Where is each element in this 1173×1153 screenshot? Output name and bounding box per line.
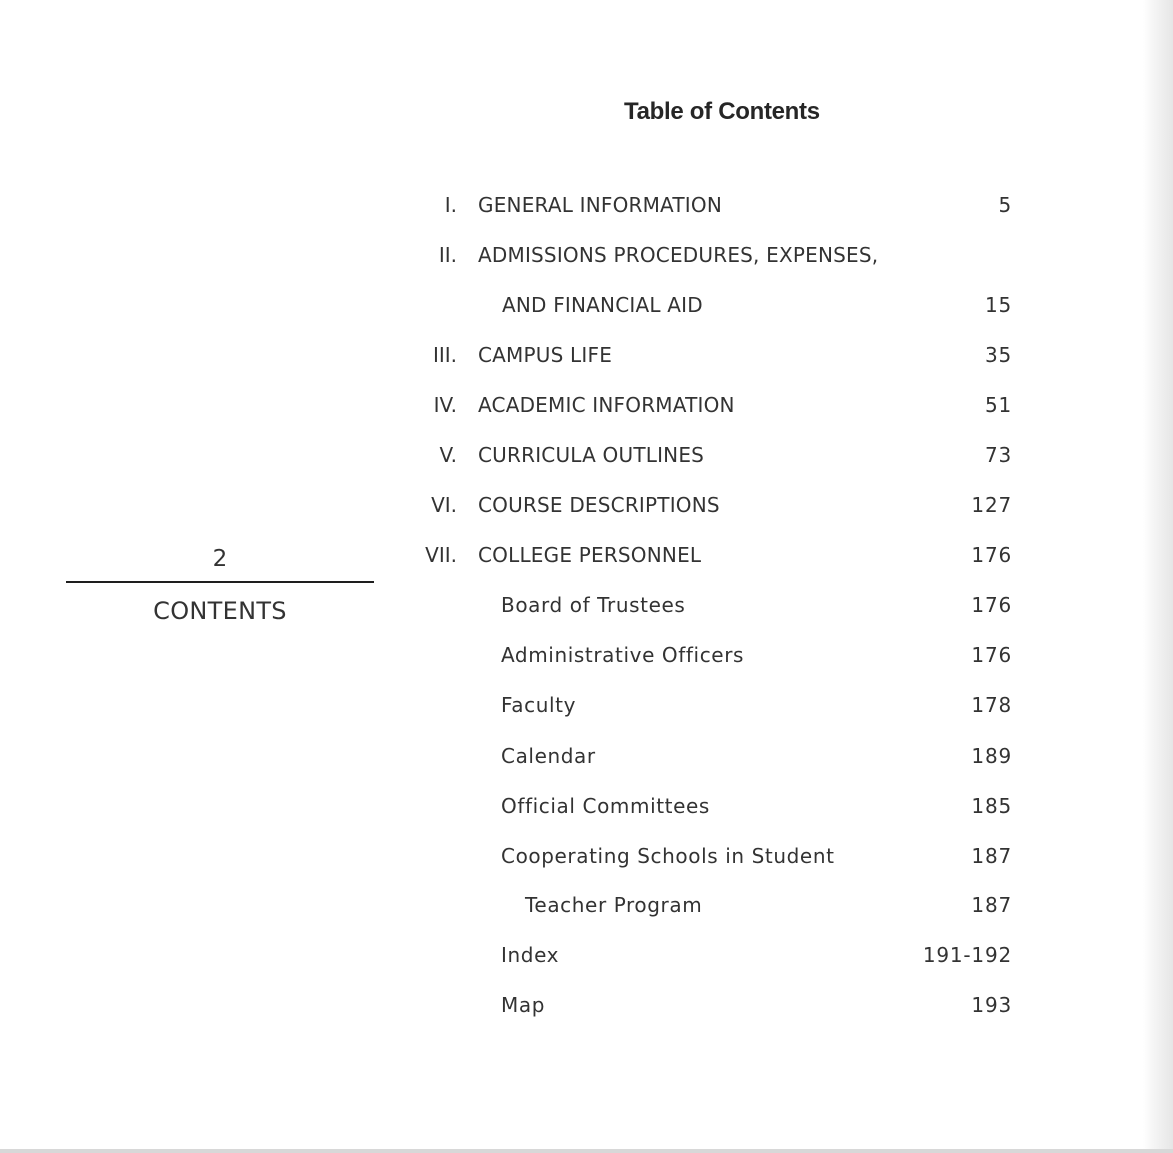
- toc-entry-title: CURRICULA OUTLINES: [478, 443, 705, 467]
- toc-entry-title: Cooperating Schools in Student: [501, 844, 835, 868]
- toc-page-number: 15: [984, 293, 1012, 317]
- toc-entry-title: Teacher Program: [525, 893, 703, 917]
- toc-entry-title: Administrative Officers: [501, 643, 745, 667]
- toc-page-number: 191-192: [922, 943, 1012, 967]
- toc-numeral: I.: [444, 193, 457, 217]
- toc-entry-title: Index: [501, 943, 560, 967]
- toc-entry-title: COLLEGE PERSONNEL: [478, 543, 702, 567]
- toc-page-number: 176: [971, 543, 1012, 567]
- toc-entry-title: GENERAL INFORMATION: [478, 193, 723, 217]
- toc-entry-cooperating-schools[interactable]: [400, 839, 1012, 873]
- toc-entry-title: Board of Trustees: [501, 593, 686, 617]
- toc-entry-academic-information[interactable]: [400, 388, 1012, 422]
- divider-rule: [66, 581, 374, 583]
- toc-entry-curricula-outlines[interactable]: [400, 438, 1012, 472]
- toc-entry-board-of-trustees[interactable]: [400, 588, 1012, 622]
- toc-page-number: 35: [984, 343, 1012, 367]
- toc-entry-title: ADMISSIONS PROCEDURES, EXPENSES,: [478, 243, 879, 267]
- toc-page-number: 176: [971, 593, 1012, 617]
- toc-entry-faculty[interactable]: [400, 688, 1012, 722]
- toc-page-number: 127: [971, 493, 1012, 517]
- toc-numeral: V.: [439, 443, 457, 467]
- toc-page-number: 5: [998, 193, 1012, 217]
- toc-page-number: 187: [971, 844, 1012, 868]
- toc-page-number: 176: [971, 643, 1012, 667]
- toc-numeral: II.: [438, 243, 457, 267]
- toc-entry-official-committees[interactable]: [400, 789, 1012, 823]
- toc-entry-general-information[interactable]: [400, 188, 1012, 222]
- toc-entry-admissions-continued[interactable]: [400, 288, 1012, 322]
- toc-entry-title: ACADEMIC INFORMATION: [478, 393, 735, 417]
- toc-entry-title: AND FINANCIAL AID: [502, 293, 703, 317]
- bottom-edge: [0, 1149, 1173, 1153]
- toc-entry-map[interactable]: [400, 988, 1012, 1022]
- toc-entry-title: Faculty: [501, 693, 577, 717]
- page-title: Table of Contents: [624, 98, 820, 125]
- toc-entry-college-personnel[interactable]: [400, 538, 1012, 572]
- toc-entry-index[interactable]: [400, 938, 1012, 972]
- toc-page-number: 73: [984, 443, 1012, 467]
- toc-entry-teacher-program[interactable]: [400, 888, 1012, 922]
- page-number: 2: [212, 546, 228, 572]
- toc-page-number: 185: [971, 794, 1012, 818]
- toc-page-number: 51: [984, 393, 1012, 417]
- toc-page-number: 178: [971, 693, 1012, 717]
- toc-entry-calendar[interactable]: [400, 739, 1012, 773]
- toc-entry-title: COURSE DESCRIPTIONS: [478, 493, 720, 517]
- toc-entry-title: Calendar: [501, 744, 596, 768]
- section-label: CONTENTS: [153, 597, 287, 625]
- toc-numeral: VII.: [425, 543, 457, 567]
- toc-entry-title: Map: [501, 993, 546, 1017]
- toc-numeral: VI.: [431, 493, 457, 517]
- page-edge-shadow: [1143, 0, 1173, 1153]
- toc-entry-title: CAMPUS LIFE: [478, 343, 613, 367]
- toc-numeral: III.: [432, 343, 457, 367]
- toc-page-number: 189: [971, 744, 1012, 768]
- toc-entry-title: Official Committees: [501, 794, 710, 818]
- toc-entry-administrative-officers[interactable]: [400, 638, 1012, 672]
- toc-page-number: 187: [971, 893, 1012, 917]
- toc-entry-course-descriptions[interactable]: [400, 488, 1012, 522]
- toc-page-number: 193: [971, 993, 1012, 1017]
- toc-numeral: IV.: [433, 393, 457, 417]
- toc-entry-admissions[interactable]: [400, 238, 1012, 272]
- toc-entry-campus-life[interactable]: [400, 338, 1012, 372]
